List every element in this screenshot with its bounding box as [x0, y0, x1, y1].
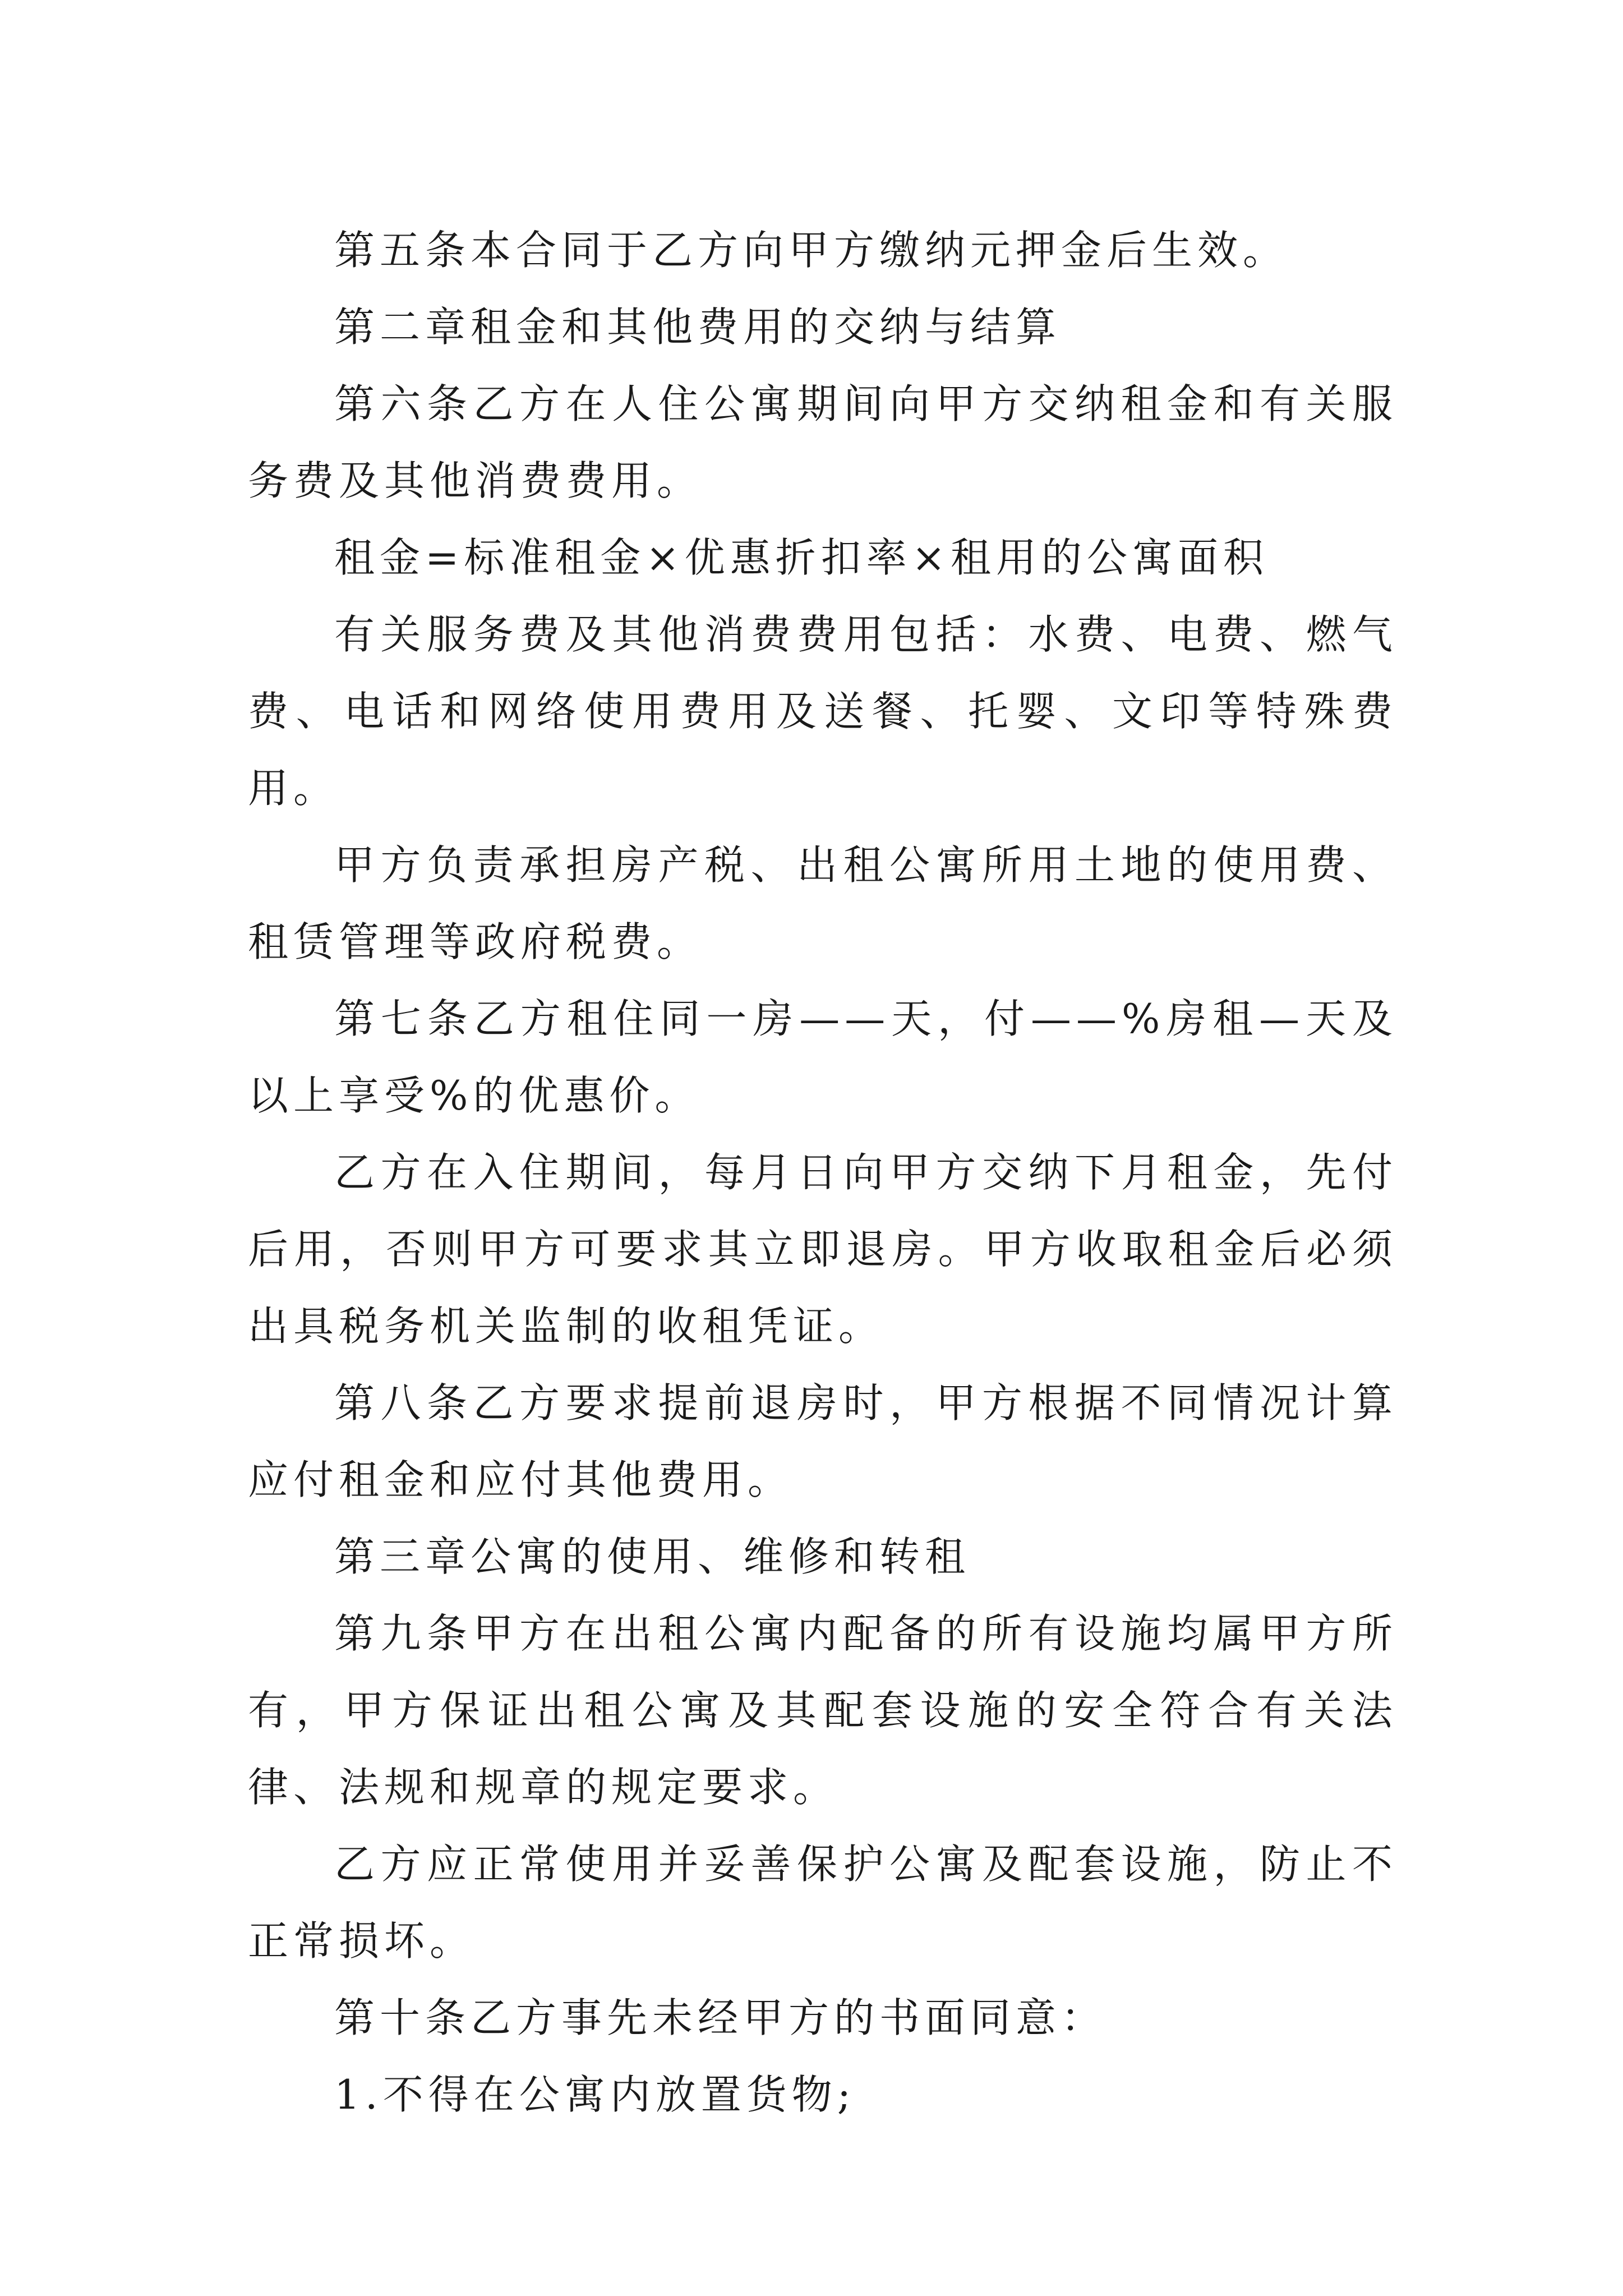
document-body [248, 212, 1398, 2133]
chapter-3-heading: 第三章公寓的使用、维修和转租 [334, 1533, 971, 1580]
paragraph-article-5: 第五条本合同于乙方向甲方缴纳元押金后生效。 [334, 227, 1289, 274]
paragraph-article-7: 第七条乙方租住同一房——天，付——%房租—天及以上享受%的优惠价。 [248, 995, 1398, 1119]
paragraph-article-9: 第九条甲方在出租公寓内配备的所有设施均属甲方所有，甲方保证出租公寓及其配套设施的安全符合有关法律、法规和规章的规定要求。 [248, 1610, 1398, 1811]
chapter-2-heading: 第二章租金和其他费用的交纳与结算 [334, 303, 1062, 351]
paragraph-monthly-rent: 乙方在入住期间，每月日向甲方交纳下月租金，先付后用，否则甲方可要求其立即退房。甲方收取租金后必须出具税务机关监制的收租凭证。 [248, 1149, 1398, 1350]
paragraph-taxes: 甲方负责承担房产税、出租公寓所用土地的使用费、租赁管理等政府税费。 [248, 841, 1398, 965]
paragraph-rent-formula: 租金=标准租金×优惠折扣率×租用的公寓面积 [334, 534, 1269, 581]
paragraph-service-fees: 有关服务费及其他消费费用包括：水费、电费、燃气费、电话和网络使用费用及送餐、托婴、文印等特殊费用。 [248, 611, 1398, 812]
paragraph-article-6: 第六条乙方在人住公寓期间向甲方交纳租金和有关服务费及其他消费费用。 [248, 380, 1398, 504]
paragraph-article-8: 第八条乙方要求提前退房时，甲方根据不同情况计算应付租金和应付其他费用。 [248, 1379, 1398, 1503]
paragraph-proper-use: 乙方应正常使用并妥善保护公寓及配套设施，防止不正常损坏。 [248, 1841, 1398, 1964]
paragraph-article-10: 第十条乙方事先未经甲方的书面同意： [334, 1994, 1107, 2041]
list-item-1: 1.不得在公寓内放置货物; [334, 2071, 856, 2118]
